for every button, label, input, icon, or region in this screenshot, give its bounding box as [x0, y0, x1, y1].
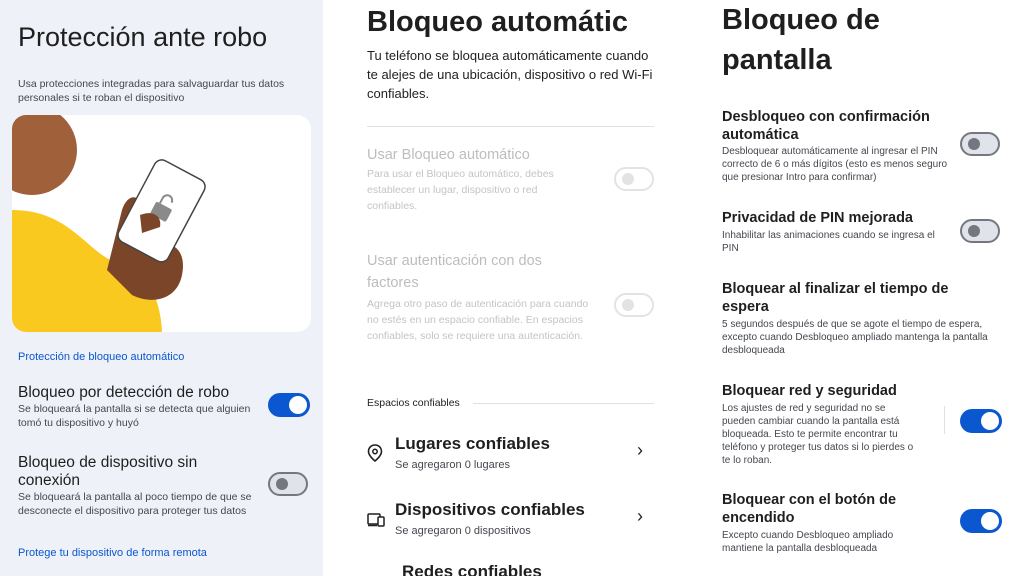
theft-protection-panel [0, 0, 323, 576]
lock-network-security-toggle[interactable] [960, 409, 1002, 433]
use-autolock-subtitle: Para usar el Bloqueo automático, debes establecer un lugar, dispositivo o red confiables. [367, 168, 554, 212]
auto-confirm-unlock-toggle[interactable] [960, 132, 1000, 156]
lock-after-timeout-title[interactable]: Bloquear al finalizar el tiempo de espera [722, 281, 949, 315]
use-autolock-toggle[interactable] [614, 167, 654, 191]
two-factor-title: Usar autenticación con dos factores [367, 253, 542, 291]
remote-protection-link[interactable]: Protege tu dispositivo de forma remota [18, 547, 207, 559]
chevron-right-icon: › [637, 506, 643, 526]
trusted-spaces-label: Espacios confiables [367, 397, 460, 409]
location-pin-icon [367, 444, 383, 462]
offline-lock-subtitle: Se bloqueará la pantalla al poco tiempo de que se desconecte el dispositivo para proteger tus datos [18, 491, 252, 517]
page-description: Usa protecciones integradas para salvaguardar tus datos personales si te roban el dispositivo [18, 78, 285, 104]
pin-privacy-toggle[interactable] [960, 219, 1000, 243]
offline-lock-toggle[interactable] [268, 472, 308, 496]
pin-privacy-subtitle: Inhabilitar las animaciones cuando se ingresa el PIN [722, 230, 935, 254]
use-autolock-title: Usar Bloqueo automático [367, 147, 530, 163]
divider [473, 403, 654, 404]
page-title: Protección ante robo [18, 22, 268, 52]
power-button-lock-subtitle: Excepto cuando Desbloqueo ampliado mantiene la pantalla desbloqueada [722, 530, 894, 554]
two-factor-subtitle: Agrega otro paso de autenticación para cuando no estés en un espacio confiable. En espacios confiables, solo se requiere una autenticación. [367, 298, 589, 342]
page-description: Tu teléfono se bloquea automáticamente cuando te alejes de una ubicación, dispositivo o red Wi-Fi confiables. [367, 48, 653, 101]
autolock-panel [336, 0, 674, 576]
auto-confirm-unlock-subtitle: Desbloquear automáticamente al ingresar el PIN correcto de 6 o más dígitos (esto es menos seguro que presionar Intro para confirmar) [722, 146, 948, 183]
screen-lock-panel [690, 0, 1024, 576]
page-title: Bloqueo automátic [367, 6, 629, 38]
lock-after-timeout-subtitle: 5 segundos después de que se agote el tiempo de espera, excepto cuando Desbloqueo ampliado mantenga la pantalla desbloqueada [722, 319, 988, 356]
divider [367, 126, 654, 127]
devices-icon [367, 512, 385, 527]
trusted-places-subtitle: Se agregaron 0 lugares [395, 459, 510, 471]
divider [944, 406, 945, 434]
trusted-devices-subtitle: Se agregaron 0 dispositivos [395, 525, 531, 537]
offline-lock-title: Bloqueo de dispositivo sin conexión [18, 454, 198, 489]
lock-network-security-subtitle: Los ajustes de red y seguridad no se pueden cambiar cuando la pantalla está bloqueada. Esto te permite encontrar tu teléfono y proteger tus datos si lo pierdes o te lo roban. [722, 403, 914, 466]
autolock-protection-link[interactable]: Protección de bloqueo automático [18, 351, 185, 363]
trusted-networks-title[interactable]: Redes confiables [402, 562, 542, 576]
chevron-right-icon: › [637, 440, 643, 460]
auto-confirm-unlock-title: Desbloqueo con confirmación automática [722, 109, 930, 143]
lock-network-security-title: Bloquear red y seguridad [722, 383, 897, 399]
trusted-devices-row[interactable] [367, 498, 654, 544]
theft-detection-lock-subtitle: Se bloqueará la pantalla si se detecta que alguien tomó tu dispositivo y huyó [18, 403, 251, 429]
trusted-places-row[interactable] [367, 432, 654, 478]
theft-detection-lock-toggle[interactable] [268, 393, 310, 417]
theft-illustration [12, 115, 311, 332]
trusted-places-title: Lugares confiables [395, 434, 550, 453]
pin-privacy-title: Privacidad de PIN mejorada [722, 210, 913, 226]
power-button-lock-title: Bloquear con el botón de encendido [722, 492, 897, 526]
power-button-lock-toggle[interactable] [960, 509, 1002, 533]
page-title: Bloqueo de pantalla [722, 4, 880, 76]
two-factor-toggle[interactable] [614, 293, 654, 317]
theft-detection-lock-title: Bloqueo por detección de robo [18, 384, 230, 401]
trusted-devices-title: Dispositivos confiables [395, 500, 585, 519]
